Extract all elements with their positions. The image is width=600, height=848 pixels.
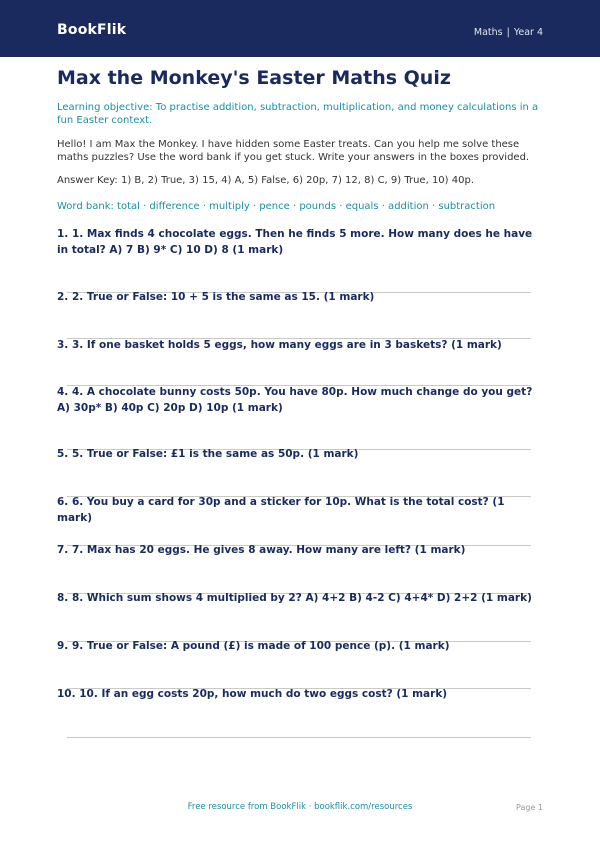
page-header <box>0 0 600 57</box>
meta-separator: | <box>506 27 510 38</box>
subject-label: Maths <box>473 27 503 38</box>
question-4: 4. 4. A chocolate bunny costs 50p. You have 80p. How much change do you get? A) 30p* B) 40p C) 20p D) 10p (1 mark) <box>57 386 533 414</box>
question-9: 9. 9. True or False: A pound (£) is made of 100 pence (p). (1 mark) <box>57 640 450 652</box>
page-title: Max the Monkey's Easter Maths Quiz <box>57 67 451 89</box>
learning-objective: Learning objective: To practise addition, subtraction, multiplication, and money calculations in a fun Easter context. <box>57 102 539 126</box>
question-3: 3. 3. If one basket holds 5 eggs, how many eggs are in 3 baskets? (1 mark) <box>57 339 502 351</box>
question-2: 2. 2. True or False: 10 + 5 is the same as 15. (1 mark) <box>57 291 375 303</box>
page-number: Page 1 <box>516 803 543 812</box>
year-label: Year 4 <box>513 27 543 38</box>
question-5: 5. 5. True or False: £1 is the same as 50p. (1 mark) <box>57 448 359 460</box>
intro-section <box>57 66 543 213</box>
question-1: 1. 1. Max finds 4 chocolate eggs. Then he finds 5 more. How many does he have in total? A) 7 B) 9* C) 10 D) 8 (1 mark) <box>57 228 533 256</box>
brand-logo-text: BookFlik <box>57 22 127 38</box>
word-bank: Word bank: total · difference · multiply · pence · pounds · equals · addition · subtraction <box>57 201 496 212</box>
question-6: 6. 6. You buy a card for 30p and a sticker for 10p. What is the total cost? (1 mark) <box>57 496 505 524</box>
footer-credit: Free resource from BookFlik · bookflik.com/resources <box>187 802 413 812</box>
question-7: 7. 7. Max has 20 eggs. He gives 8 away. How many are left? (1 mark) <box>57 544 466 556</box>
question-8: 8. 8. Which sum shows 4 multiplied by 2? A) 4+2 B) 4-2 C) 4+4* D) 2+2 (1 mark) <box>57 592 532 604</box>
question-10: 10. 10. If an egg costs 20p, how much do two eggs cost? (1 mark) <box>57 688 448 700</box>
answer-key: Answer Key: 1) B, 2) True, 3) 15, 4) A, 5) False, 6) 20p, 7) 12, 8) C, 9) True, 10) 40p. <box>57 175 475 186</box>
intro-text: Hello! I am Max the Monkey. I have hidden some Easter treats. Can you help me solve these maths puzzles? Use the word bank if you get stuck. Write your answers in the boxes provided. <box>57 139 530 163</box>
subject-year-label <box>474 27 543 38</box>
answer-line-10[interactable] <box>67 737 531 738</box>
